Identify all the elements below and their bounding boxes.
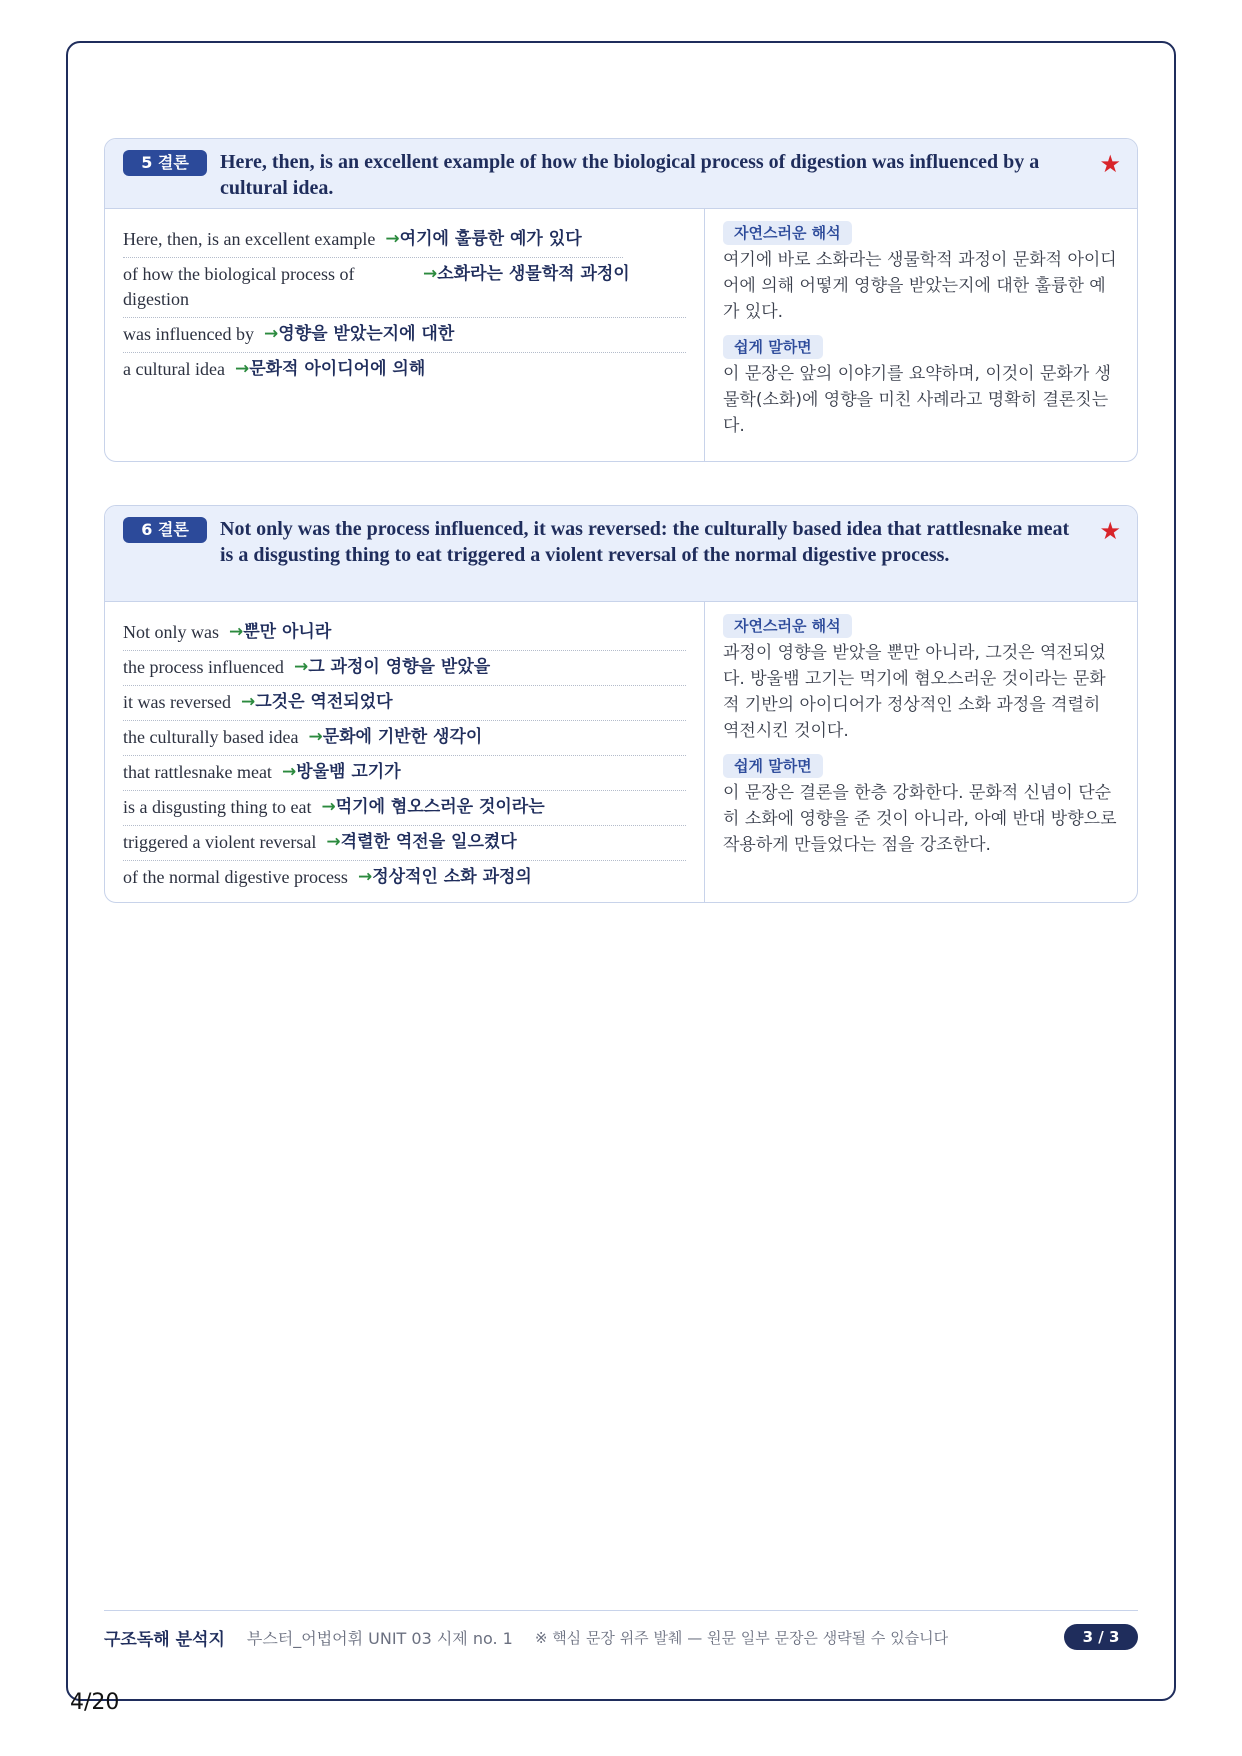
- chunk-row: [123, 318, 686, 353]
- sentence-header: [105, 506, 1137, 602]
- chunk-korean: 그것은 역전되었다: [255, 692, 393, 712]
- chunk-row: [123, 651, 686, 686]
- chunk-korean: 문화에 기반한 생각이: [322, 727, 483, 747]
- simple-explanation-tag: 쉽게 말하면: [723, 335, 823, 359]
- chunk-row: [123, 616, 686, 651]
- chunk-english: of how the biological process of digestion: [123, 264, 355, 309]
- interpretation-panel: [705, 209, 1137, 461]
- footer-divider: [104, 1610, 1138, 1611]
- arrow-right-icon: →: [326, 832, 341, 852]
- chunk-korean: 격렬한 역전을 일으켰다: [340, 832, 517, 852]
- natural-translation-text: 과정이 영향을 받았을 뿐만 아니라, 그것은 역전되었다. 방울뱀 고기는 먹기에 혐오스러운 것이라는 문화적 기반의 아이디어가 정상적인 소화 과정을 격렬히 역전시킨 것이다.: [723, 643, 1106, 741]
- simple-explanation-tag: 쉽게 말하면: [723, 754, 823, 778]
- chunk-list: [105, 209, 705, 461]
- chunk-english: Not only was: [123, 622, 219, 642]
- sentence-number-badge: 6 결론: [123, 517, 207, 543]
- arrow-right-icon: →: [240, 692, 256, 712]
- arrow-right-icon: →: [321, 797, 336, 817]
- sentence-card-5: [104, 138, 1138, 462]
- star-icon: ★: [1099, 150, 1121, 178]
- footer-subtitle: 부스터_어법어휘 UNIT 03 시제 no. 1: [246, 1628, 513, 1648]
- star-icon: ★: [1099, 517, 1121, 545]
- chunk-list: [105, 602, 705, 902]
- chunk-english: that rattlesnake meat: [123, 762, 272, 782]
- arrow-right-icon: →: [385, 229, 400, 249]
- chunk-korean: 정상적인 소화 과정의: [372, 867, 532, 887]
- chunk-english: is a disgusting thing to eat: [123, 797, 312, 817]
- chunk-row: [123, 861, 686, 895]
- chunk-korean: 문화적 아이디어에 의해: [249, 359, 426, 379]
- sentence-header: [105, 139, 1137, 209]
- arrow-right-icon: →: [308, 727, 323, 747]
- sentence-text: Not only was the process influenced, it was reversed: the culturally based idea that rattlesnake meat is a disgusting thing to eat triggered a violent reversal of the normal digestive process.: [220, 518, 1070, 566]
- chunk-english: was influenced by: [123, 324, 254, 344]
- footer: [104, 1622, 1138, 1652]
- chunk-row: [123, 258, 686, 318]
- analysis-body: [105, 602, 1137, 902]
- chunk-english: a cultural idea: [123, 359, 225, 379]
- sentence-text: Here, then, is an excellent example of how the biological process of digestion was influenced by a cultural idea.: [220, 151, 1040, 199]
- arrow-right-icon: →: [229, 622, 244, 642]
- chunk-english: the culturally based idea: [123, 727, 299, 747]
- chunk-korean: 그 과정이 영향을 받았을: [308, 657, 491, 677]
- chunk-row: [123, 721, 686, 756]
- chunk-row: [123, 223, 623, 258]
- chunk-english: the process influenced: [123, 657, 284, 677]
- chunk-english: triggered a violent reversal: [123, 832, 317, 852]
- natural-translation-tag: 자연스러운 해석: [723, 221, 852, 245]
- arrow-right-icon: →: [281, 762, 297, 782]
- simple-explanation-text: 이 문장은 결론을 한층 강화한다. 문화적 신념이 단순히 소화에 영향을 준 것이 아니라, 아예 반대 방향으로 작용하게 만들었다는 점을 강조한다.: [723, 783, 1117, 855]
- chunk-row: [123, 826, 686, 861]
- chunk-row: [123, 353, 686, 387]
- page-number-badge: 3 / 3: [1064, 1624, 1138, 1650]
- document-page-counter: 4/20: [70, 1690, 120, 1715]
- arrow-right-icon: →: [234, 359, 250, 379]
- chunk-row: [123, 686, 686, 721]
- chunk-row: [123, 756, 686, 791]
- sentence-card-6: [104, 505, 1138, 903]
- footer-title: 구조독해 분석지: [104, 1629, 225, 1650]
- arrow-right-icon: →: [357, 867, 373, 887]
- arrow-right-icon: →: [293, 657, 309, 677]
- footer-note: ※ 핵심 문장 위주 발췌 — 원문 일부 문장은 생략될 수 있습니다: [534, 1628, 949, 1647]
- chunk-korean: 뿐만 아니라: [243, 622, 332, 642]
- natural-translation-tag: 자연스러운 해석: [723, 614, 852, 638]
- chunk-row: [123, 791, 686, 826]
- simple-explanation-text: 이 문장은 앞의 이야기를 요약하며, 이것이 문화가 생물학(소화)에 영향을 미친 사례라고 명확히 결론짓는다.: [723, 364, 1112, 436]
- analysis-body: [105, 209, 1137, 461]
- interpretation-panel: [705, 602, 1137, 902]
- chunk-english: Here, then, is an excellent example: [123, 229, 376, 249]
- chunk-korean: 소화라는 생물학적 과정이: [437, 264, 630, 284]
- chunk-korean: 먹기에 혐오스러운 것이라는: [335, 797, 545, 817]
- arrow-right-icon: →: [423, 264, 438, 284]
- natural-translation-text: 여기에 바로 소화라는 생물학적 과정이 문화적 아이디어에 의해 어떻게 영향을 받았는지에 대한 훌륭한 예가 있다.: [723, 250, 1117, 322]
- chunk-korean: 여기에 훌륭한 예가 있다: [399, 229, 582, 249]
- chunk-korean: 영향을 받았는지에 대한: [278, 324, 455, 344]
- chunk-english: of the normal digestive process: [123, 867, 348, 887]
- arrow-right-icon: →: [263, 324, 279, 344]
- sentence-number-badge: 5 결론: [123, 150, 207, 176]
- chunk-english: it was reversed: [123, 692, 231, 712]
- chunk-korean: 방울뱀 고기가: [296, 762, 401, 782]
